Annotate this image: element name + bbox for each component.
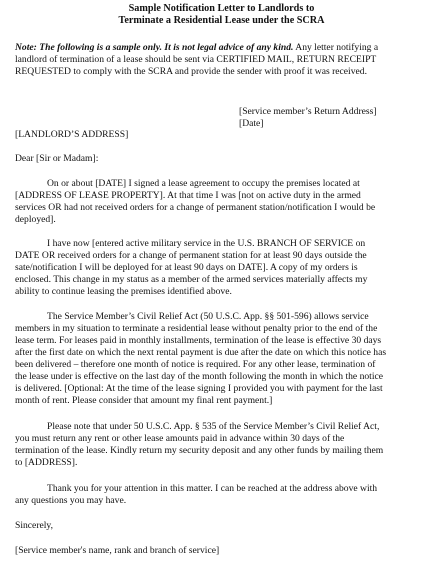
note-line-1-rest: Any letter notifying a <box>293 42 379 53</box>
paragraph-line: I have now [entered active military service in the U.S. BRANCH OF SERVICE on <box>47 238 366 249</box>
return-address: [Service member’s Return Address] <box>239 106 377 117</box>
paragraph-line: any questions you may have. <box>15 495 127 506</box>
title-line-2: Terminate a Residential Lease under the SCRA <box>118 15 325 26</box>
paragraph-2 <box>15 238 433 298</box>
paragraph-1 <box>15 178 433 226</box>
paragraph-4 <box>15 421 433 469</box>
paragraph-line: deployed]. <box>15 214 56 225</box>
paragraph-line: ability to continue leasing the premises identified above. <box>15 286 232 297</box>
paragraph-line: DATE OR received orders for a change of permanent station for at least 90 days outside the <box>15 250 367 261</box>
closing: Sincerely, <box>15 520 54 531</box>
paragraph-line: month of rent. Please consider that amount my final rent payment.] <box>15 395 273 406</box>
letter-date: [Date] <box>239 118 264 129</box>
paragraph-line: is delivered. [Optional: At the time of the lease signing I provided you with payment for the last <box>15 383 383 394</box>
paragraph-line: services OR had not received orders for a change of permanent station/notification I would be <box>15 202 376 213</box>
paragraph-line: after the first date on which the next rental payment is due after the date on which this notice has <box>15 347 387 358</box>
paragraph-line: enclosed. This change in my status as a member of the armed services materially affects my <box>15 274 368 285</box>
paragraph-line: you must return any rent or other lease amounts paid in advance within 30 days of the <box>15 433 345 444</box>
note-lead: Note: The following is a sample only. It is not legal advice of any kind. <box>15 42 294 53</box>
note-line-3: REQUESTED to comply with the SCRA and provide the sender with proof it was received. <box>15 66 367 77</box>
landlord-address: [LANDLORD’S ADDRESS] <box>15 129 129 140</box>
legal-note <box>15 42 433 78</box>
paragraph-line: Please note that under 50 U.S.C. App. § 535 of the Service Member’s Civil Relief Act, <box>47 421 380 432</box>
paragraph-line: been delivered – therefore one month of notice is required. For any other lease, termination of <box>15 359 376 370</box>
signature-placeholder: [Service member's name, rank and branch of service] <box>15 545 220 556</box>
paragraph-line: The Service Member’s Civil Relief Act (50 U.S.C. App. §§ 501-596) allows service <box>47 311 369 322</box>
paragraph-line: members in my situation to terminate a residential lease without penalty prior to the end of the <box>15 323 378 334</box>
paragraph-line: to [ADDRESS]. <box>15 457 78 468</box>
paragraph-line: termination of the lease. Kindly return my security deposit and any other funds by mailing them <box>15 445 384 456</box>
paragraph-line: On or about [DATE] I signed a lease agreement to occupy the premises located at <box>47 178 360 189</box>
paragraph-5 <box>15 483 433 507</box>
paragraph-line: sate/notification I will be deployed for at least 90 days on DATE]. A copy of my orders is <box>15 262 358 273</box>
paragraph-3 <box>15 311 433 407</box>
paragraph-line: [ADDRESS OF LEASE PROPERTY]. At that time I was [not on active duty in the armed <box>15 190 361 201</box>
note-line-2: landlord of termination of a lease should be sent via CERTIFIED MAIL, RETURN RECEIPT <box>15 54 377 65</box>
return-address-block <box>239 106 377 130</box>
paragraph-line: Thank you for your attention in this matter. I can be reached at the address above with <box>47 483 378 494</box>
paragraph-line: lease term. For leases paid in monthly installments, termination of the lease is effective 30 days <box>15 335 382 346</box>
salutation: Dear [Sir or Madam]: <box>15 153 99 164</box>
paragraph-line: the lease under is effective on the last day of the month following the month in which the notice <box>15 371 384 382</box>
note-line-1 <box>15 42 433 54</box>
title-line-1: Sample Notification Letter to Landlords to <box>128 3 315 14</box>
